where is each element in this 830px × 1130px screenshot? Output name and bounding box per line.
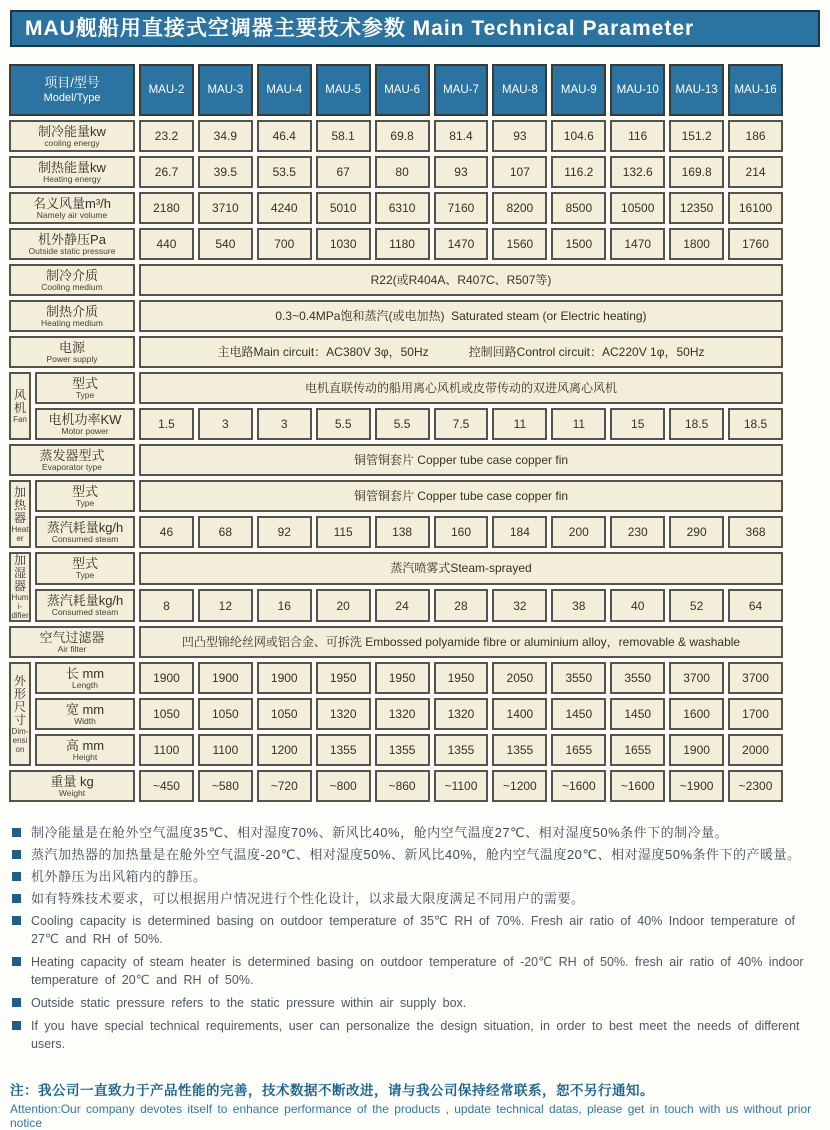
group-label-en: Humi-difier	[11, 593, 29, 620]
row-label-cell	[35, 408, 135, 440]
row-label-cell	[9, 228, 135, 260]
merged-value-cell: 电机直联传动的船用离心风机或皮带传动的双进风离心风机	[139, 372, 783, 404]
bullet-square-icon	[12, 872, 21, 881]
row-label-zh: 蒸发器型式	[39, 447, 105, 463]
row-label-cell	[9, 336, 135, 368]
row-label-en: Evaporator type	[41, 461, 102, 472]
footnote-item	[10, 953, 822, 989]
value-cell: 1950	[375, 662, 430, 694]
value-cell: ~1900	[669, 770, 724, 802]
note-block	[10, 1079, 820, 1130]
value-cell: 1470	[434, 228, 489, 260]
value-cell: 1050	[139, 698, 194, 730]
value-cell: 69.8	[375, 120, 430, 152]
footnote-item	[10, 994, 822, 1012]
row-label-cell	[9, 264, 135, 296]
value-cell: 151.2	[669, 120, 724, 152]
value-cell: 16	[257, 589, 312, 622]
value-cell: 40	[610, 589, 665, 622]
bullet-square-icon	[12, 916, 21, 925]
table-row	[9, 336, 783, 368]
value-cell: 1050	[257, 698, 312, 730]
row-label-cell	[35, 480, 135, 512]
value-cell: 3700	[728, 662, 783, 694]
value-cell: 1760	[728, 228, 783, 260]
value-cell: 1950	[316, 662, 371, 694]
row-label-en: Width	[74, 715, 96, 726]
group-label-en: Fan	[13, 414, 27, 424]
footnote-item	[10, 912, 822, 948]
value-cell: 230	[610, 516, 665, 548]
merged-value-cell: 主电路Main circuit：AC380V 3φ，50Hz 控制回路Control circuit：AC220V 1φ，50Hz	[139, 336, 783, 368]
row-label-en: Power supply	[46, 353, 98, 364]
merged-value-cell: 铜管铜套片 Copper tube case copper fin	[139, 444, 783, 476]
row-label-en: Consumed steam	[51, 607, 119, 617]
value-cell: 1655	[610, 734, 665, 766]
value-cell: 290	[669, 516, 724, 548]
value-cell: 15	[610, 408, 665, 440]
row-label-zh: 宽 mm	[65, 701, 105, 717]
value-cell: 93	[434, 156, 489, 188]
value-cell: 24	[375, 589, 430, 622]
value-cell: 46	[139, 516, 194, 548]
value-cell: 80	[375, 156, 430, 188]
footnote-text: Heating capacity of steam heater is determined basing on outdoor temperature of -20℃ RH of 50%. fresh air ratio of 40% indoor temperature of 20℃ and RH of 50%.	[31, 955, 804, 987]
row-label-en: Namely air volume	[36, 209, 108, 220]
value-cell: 3	[198, 408, 253, 440]
value-cell: 46.4	[257, 120, 312, 152]
row-label-cell	[35, 589, 135, 622]
row-label-en: Length	[72, 679, 98, 690]
value-cell: 52	[669, 589, 724, 622]
value-cell: 5010	[316, 192, 371, 224]
group-label-cell	[9, 662, 31, 766]
footnote-text: If you have special technical requirements, user can personalize the design situation, in order to best meet the needs of different users.	[31, 1019, 800, 1051]
value-cell: 23.2	[139, 120, 194, 152]
value-cell: ~1200	[492, 770, 547, 802]
value-cell: 11	[551, 408, 606, 440]
value-cell: 160	[434, 516, 489, 548]
value-cell: 138	[375, 516, 430, 548]
footnote-item	[10, 824, 822, 841]
footnotes	[10, 824, 822, 1053]
table-row	[9, 480, 783, 512]
row-label-cell	[35, 372, 135, 404]
value-cell: 18.5	[728, 408, 783, 440]
value-cell: 3550	[551, 662, 606, 694]
value-cell: 700	[257, 228, 312, 260]
footnote-text: 如有特殊技术要求，可以根据用户情况进行个性化设计，以求最大限度满足不同用户的需要。	[31, 891, 585, 906]
table-row	[9, 552, 783, 585]
value-cell: 34.9	[198, 120, 253, 152]
value-cell: 8200	[492, 192, 547, 224]
table-row	[9, 408, 783, 440]
row-label-cell	[35, 662, 135, 694]
row-label-zh: 高 mm	[65, 737, 105, 753]
group-label-zh: 外形尺寸	[13, 673, 26, 727]
row-label-en: Heating energy	[43, 173, 101, 184]
row-label-en: Air filter	[57, 643, 87, 654]
table-header-row	[9, 64, 783, 116]
merged-value-cell: 铜管铜套片 Copper tube case copper fin	[139, 480, 783, 512]
value-cell: 3700	[669, 662, 724, 694]
value-cell: 8	[139, 589, 194, 622]
value-cell: 32	[492, 589, 547, 622]
value-cell: 6310	[375, 192, 430, 224]
value-cell: 115	[316, 516, 371, 548]
model-type-label-en: Model/Type	[43, 92, 101, 104]
value-cell: 1100	[198, 734, 253, 766]
row-label-en: Weight	[58, 787, 86, 798]
value-cell: 1450	[610, 698, 665, 730]
value-cell: 1470	[610, 228, 665, 260]
parameters-table-body	[9, 64, 783, 802]
model-header-cell: MAU-7	[434, 64, 489, 116]
group-label-en: Heater	[11, 524, 29, 543]
table-row	[9, 662, 783, 694]
value-cell: 1400	[492, 698, 547, 730]
row-label-zh: 机外静压Pa	[38, 231, 106, 247]
footnote-text: Outside static pressure refers to the static pressure within air supply box.	[31, 996, 467, 1010]
table-row	[9, 228, 783, 260]
value-cell: 3	[257, 408, 312, 440]
value-cell: 11	[492, 408, 547, 440]
row-label-en: cooling energy	[44, 137, 100, 148]
table-row	[9, 300, 783, 332]
model-header-cell: MAU-9	[551, 64, 606, 116]
group-label-cell	[9, 480, 31, 548]
value-cell: 1900	[198, 662, 253, 694]
value-cell: ~1100	[434, 770, 489, 802]
bullet-square-icon	[12, 894, 21, 903]
value-cell: 1560	[492, 228, 547, 260]
value-cell: ~450	[139, 770, 194, 802]
merged-value-cell: R22(或R404A、R407C、R507等)	[139, 264, 783, 296]
value-cell: 169.8	[669, 156, 724, 188]
row-label-en: Type	[75, 570, 95, 580]
value-cell: 1500	[551, 228, 606, 260]
row-label-zh: 制冷能量kw	[38, 123, 106, 139]
model-type-header-cell	[9, 64, 135, 116]
merged-value-cell: 蒸汽喷雾式Steam-sprayed	[139, 552, 783, 585]
row-label-cell	[9, 156, 135, 188]
value-cell: 28	[434, 589, 489, 622]
value-cell: 540	[198, 228, 253, 260]
merged-value-cell: 0.3~0.4MPa饱和蒸汽(或电加热) Saturated steam (or Electric heating)	[139, 300, 783, 332]
value-cell: 1900	[139, 662, 194, 694]
row-label-cell	[35, 698, 135, 730]
row-label-en: Cooling medium	[41, 281, 103, 292]
value-cell: 3710	[198, 192, 253, 224]
value-cell: 18.5	[669, 408, 724, 440]
value-cell: 107	[492, 156, 547, 188]
row-label-cell	[9, 120, 135, 152]
table-row	[9, 120, 783, 152]
row-label-zh: 蒸汽耗量kg/h	[46, 519, 124, 535]
group-label-zh: 风机	[13, 387, 26, 415]
value-cell: 93	[492, 120, 547, 152]
footnote-text: 机外静压为出风箱内的静压。	[31, 869, 207, 884]
row-label-en: Type	[75, 389, 95, 400]
value-cell: 20	[316, 589, 371, 622]
row-label-en: Height	[72, 751, 98, 762]
value-cell: 1320	[316, 698, 371, 730]
merged-value-cell: 凹凸型锦纶丝网或铝合金、可拆洗 Embossed polyamide fibre or aluminium alloy，removable & washable	[139, 626, 783, 658]
table-row	[9, 444, 783, 476]
value-cell: 440	[139, 228, 194, 260]
row-label-cell	[9, 770, 135, 802]
value-cell: 12350	[669, 192, 724, 224]
footnote-text: Cooling capacity is determined basing on outdoor temperature of 35℃ RH of 70%. Fresh air ratio of 40% Indoor temperature of 27℃ and RH of 50%.	[31, 914, 795, 946]
row-label-en: Outside static pressure	[28, 245, 116, 256]
value-cell: ~2300	[728, 770, 783, 802]
value-cell: 116	[610, 120, 665, 152]
value-cell: 64	[728, 589, 783, 622]
row-label-zh: 名义风量m³/h	[32, 195, 111, 211]
value-cell: 1600	[669, 698, 724, 730]
row-label-cell	[9, 444, 135, 476]
group-label-en: Dim-ension	[11, 726, 29, 754]
bullet-square-icon	[12, 850, 21, 859]
model-header-cell: MAU-3	[198, 64, 253, 116]
value-cell: 1.5	[139, 408, 194, 440]
value-cell: 1100	[139, 734, 194, 766]
value-cell: 2000	[728, 734, 783, 766]
row-label-zh: 型式	[71, 556, 98, 571]
value-cell: 1320	[375, 698, 430, 730]
footnote-item	[10, 890, 822, 907]
value-cell: 2050	[492, 662, 547, 694]
row-label-en: Consumed steam	[51, 533, 119, 544]
group-label-cell	[9, 372, 31, 440]
table-row	[9, 192, 783, 224]
value-cell: 1900	[257, 662, 312, 694]
model-header-cell: MAU-8	[492, 64, 547, 116]
value-cell: 1355	[375, 734, 430, 766]
table-row	[9, 372, 783, 404]
table-row	[9, 516, 783, 548]
table-row	[9, 264, 783, 296]
bullet-square-icon	[12, 1021, 21, 1030]
row-label-cell	[35, 734, 135, 766]
value-cell: 1655	[551, 734, 606, 766]
row-label-cell	[9, 192, 135, 224]
value-cell: 53.5	[257, 156, 312, 188]
value-cell: ~720	[257, 770, 312, 802]
bullet-square-icon	[12, 828, 21, 837]
value-cell: 58.1	[316, 120, 371, 152]
row-label-zh: 空气过滤器	[39, 629, 105, 645]
value-cell: 186	[728, 120, 783, 152]
footnote-text: 制冷能量是在舱外空气温度35℃、相对湿度70%、新风比40%，舱内空气温度27℃、相对湿度50%条件下的制冷量。	[31, 825, 729, 840]
value-cell: 1320	[434, 698, 489, 730]
value-cell: 2180	[139, 192, 194, 224]
value-cell: 214	[728, 156, 783, 188]
bullet-square-icon	[12, 998, 21, 1007]
row-label-en: Type	[75, 497, 95, 508]
table-row	[9, 156, 783, 188]
model-type-label-zh: 项目/型号	[44, 75, 100, 90]
row-label-en: Heating medium	[41, 317, 103, 328]
value-cell: 5.5	[375, 408, 430, 440]
value-cell: 92	[257, 516, 312, 548]
row-label-cell	[35, 516, 135, 548]
row-label-zh: 制热介质	[45, 303, 98, 319]
footnote-text: 蒸汽加热器的加热量是在舱外空气温度-20℃、相对湿度50%、新风比40%，舱内空气温度20℃、相对湿度50%条件下的产暖量。	[31, 847, 801, 862]
table-row	[9, 698, 783, 730]
table-row	[9, 734, 783, 766]
value-cell: 4240	[257, 192, 312, 224]
row-label-zh: 重量 kg	[50, 773, 94, 789]
model-header-cell: MAU-16	[728, 64, 783, 116]
row-label-zh: 型式	[71, 375, 98, 391]
value-cell: 68	[198, 516, 253, 548]
value-cell: 200	[551, 516, 606, 548]
value-cell: ~1600	[551, 770, 606, 802]
row-label-zh: 蒸汽耗量kg/h	[46, 593, 124, 608]
footnote-item	[10, 846, 822, 863]
value-cell: 81.4	[434, 120, 489, 152]
row-label-cell	[9, 626, 135, 658]
value-cell: ~580	[198, 770, 253, 802]
model-header-cell: MAU-13	[669, 64, 724, 116]
value-cell: 1050	[198, 698, 253, 730]
row-label-zh: 型式	[71, 483, 98, 499]
value-cell: 7.5	[434, 408, 489, 440]
row-label-zh: 电机功率KW	[48, 411, 122, 427]
row-label-zh: 电源	[58, 339, 85, 355]
bullet-square-icon	[12, 957, 21, 966]
value-cell: 1180	[375, 228, 430, 260]
footnote-item	[10, 1017, 822, 1053]
model-header-cell: MAU-6	[375, 64, 430, 116]
value-cell: 26.7	[139, 156, 194, 188]
group-label-zh: 加热器	[13, 484, 26, 525]
value-cell: 1700	[728, 698, 783, 730]
value-cell: 1030	[316, 228, 371, 260]
note-text-en: Attention:Our company devotes itself to enhance performance of the products , update technical datas, please get in touch with us without prior notice	[10, 1102, 812, 1130]
group-label-zh: 加湿器	[13, 553, 26, 593]
value-cell: 116.2	[551, 156, 606, 188]
page-title: MAU舰船用直接式空调器主要技术参数 Main Technical Parameter	[10, 10, 820, 47]
value-cell: 1355	[434, 734, 489, 766]
row-label-en: Motor power	[61, 425, 109, 436]
value-cell: 132.6	[610, 156, 665, 188]
model-header-cell: MAU-10	[610, 64, 665, 116]
table-row	[9, 770, 783, 802]
row-label-zh: 制热能量kw	[38, 159, 106, 175]
value-cell: ~860	[375, 770, 430, 802]
value-cell: 12	[198, 589, 253, 622]
value-cell: 3550	[610, 662, 665, 694]
footnote-item	[10, 868, 822, 885]
value-cell: 5.5	[316, 408, 371, 440]
value-cell: 1450	[551, 698, 606, 730]
row-label-cell	[9, 300, 135, 332]
row-label-cell	[35, 552, 135, 585]
model-header-cell: MAU-2	[139, 64, 194, 116]
model-header-cell: MAU-4	[257, 64, 312, 116]
value-cell: 16100	[728, 192, 783, 224]
note-text-zh: 注：我公司一直致力于产品性能的完善，技术数据不断改进，请与我公司保持经常联系，恕不另行通知。	[10, 1083, 654, 1098]
row-label-zh: 长 mm	[65, 665, 105, 681]
value-cell: 8500	[551, 192, 606, 224]
value-cell: 104.6	[551, 120, 606, 152]
value-cell: 7160	[434, 192, 489, 224]
value-cell: ~800	[316, 770, 371, 802]
row-label-zh: 制冷介质	[45, 267, 98, 283]
value-cell: 1355	[492, 734, 547, 766]
group-label-cell	[9, 552, 31, 622]
value-cell: 1800	[669, 228, 724, 260]
value-cell: 1950	[434, 662, 489, 694]
value-cell: 39.5	[198, 156, 253, 188]
model-header-cell: MAU-5	[316, 64, 371, 116]
value-cell: 184	[492, 516, 547, 548]
value-cell: 1900	[669, 734, 724, 766]
value-cell: 10500	[610, 192, 665, 224]
parameters-table	[5, 60, 787, 806]
value-cell: 1355	[316, 734, 371, 766]
value-cell: 38	[551, 589, 606, 622]
value-cell: 67	[316, 156, 371, 188]
value-cell: ~1600	[610, 770, 665, 802]
value-cell: 368	[728, 516, 783, 548]
table-row	[9, 626, 783, 658]
table-row	[9, 589, 783, 622]
value-cell: 1200	[257, 734, 312, 766]
